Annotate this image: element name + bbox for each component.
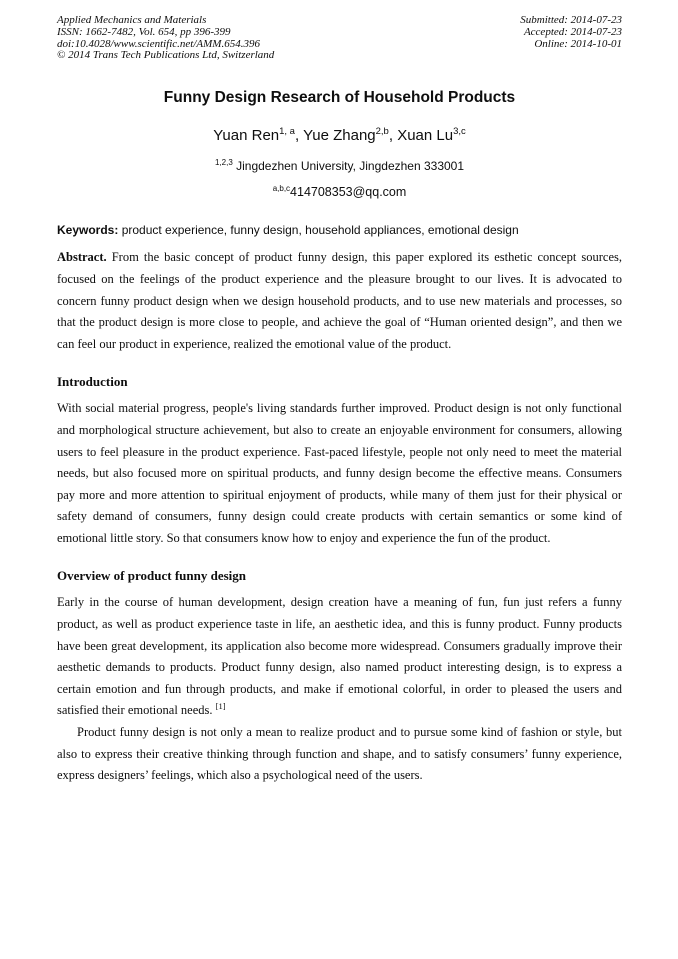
affiliation-line (57, 156, 622, 173)
affiliation-text: Jingdezhen University, Jingdezhen 333001 (232, 159, 465, 174)
overview-paragraph-1-text: Early in the course of human development, design creation have a meaning of fun, fun just refers a funny product, as well as product experience taste in life, an aesthetic idea, and this is funny product. Funny products have been great development, its application also become more widespread. Consumers gradually improve their aesthetic demands to products. Product funny design, also named product interesting design, is to express a certain emotion and fun through products, and make if emotional colorful, in order to pleased the users and satisfied their emotional needs. (57, 595, 622, 718)
keywords-text: product experience, funny design, household appliances, emotional design (118, 223, 519, 238)
authors-line (57, 123, 622, 144)
section-heading-overview: Overview of product funny design (57, 568, 246, 584)
author-1-sup: 1, a (279, 126, 295, 138)
journal-header (57, 15, 622, 62)
email-sup: a,b,c (272, 184, 291, 194)
abstract-label: Abstract. (57, 250, 107, 265)
keywords-line (57, 223, 622, 238)
accepted-date: Accepted: 2014-07-23 (523, 25, 622, 38)
abstract-text: From the basic concept of product funny design, this paper explored its esthetic concept sources, focused on the feelings of the product experience and the pleasure brought to our lives. It is advocated to concern funny product design when we design household products, and to use new materials and processes, so that the product design is more close to people, and achieve the goal of “Human oriented design”, and then we can feel our product in experience, realized the emotional value of the product. (57, 250, 622, 351)
email-line (57, 181, 622, 200)
overview-paragraph-1 (57, 592, 622, 722)
author-1-name: Yuan Ren (213, 127, 280, 145)
section-heading-introduction: Introduction (57, 374, 128, 390)
online-date: Online: 2014-10-01 (534, 37, 622, 50)
paper-title: Funny Design Research of Household Products (163, 89, 516, 107)
author-separator: , (294, 127, 304, 145)
overview-paragraph-2: Product funny design is not only a mean to realize product and to pursue some kind of fashion or style, but also to express their creative thinking through function and shape, and to satisfy consumers’ funny experience, express designers’ feelings, which also a psychological need of the users. (57, 725, 622, 783)
author-separator: , (388, 127, 398, 145)
affiliation-sup: 1,2,3 (214, 158, 233, 168)
author-2-sup: 2,b (375, 126, 389, 138)
journal-name: Applied Mechanics and Materials (57, 14, 207, 26)
author-2-name: Yue Zhang (303, 127, 376, 145)
journal-info (57, 15, 274, 62)
submitted-date: Submitted: 2014-07-23 (520, 14, 622, 26)
author-3-sup: 3,c (453, 126, 466, 138)
keywords-label: Keywords: (57, 223, 119, 238)
abstract-paragraph (57, 247, 622, 355)
citation-ref-1: [1] (215, 701, 226, 712)
introduction-paragraph: With social material progress, people's living standards further improved. Product design is not only functional and morphological structure achievement, but also to create an enjoyable environment for consumers, allowing users to feel pleasure in the product experience. Fast-paced lifestyle, people not only need to meet the material needs, but also focused more on spiritual products, and funny design become the effective means. Consumers pay more and more attention to spiritual enjoyment of products, while many of them just for their physical or safety demand of consumers, funny design could create products with certain semantics or some kind of emotional little story. So that consumers know how to enjoy and experience the fun of the product. (57, 401, 622, 545)
author-3-name: Xuan Lu (397, 127, 454, 145)
issn-volume-line: ISSN: 1662-7482, Vol. 654, pp 396-399 (57, 25, 231, 38)
email-text: 414708353@qq.com (290, 185, 407, 200)
doi-line: doi:10.4028/www.scientific.net/AMM.654.396 (57, 37, 260, 50)
submission-dates (520, 15, 622, 62)
copyright-line: © 2014 Trans Tech Publications Ltd, Switzerland (57, 49, 275, 62)
